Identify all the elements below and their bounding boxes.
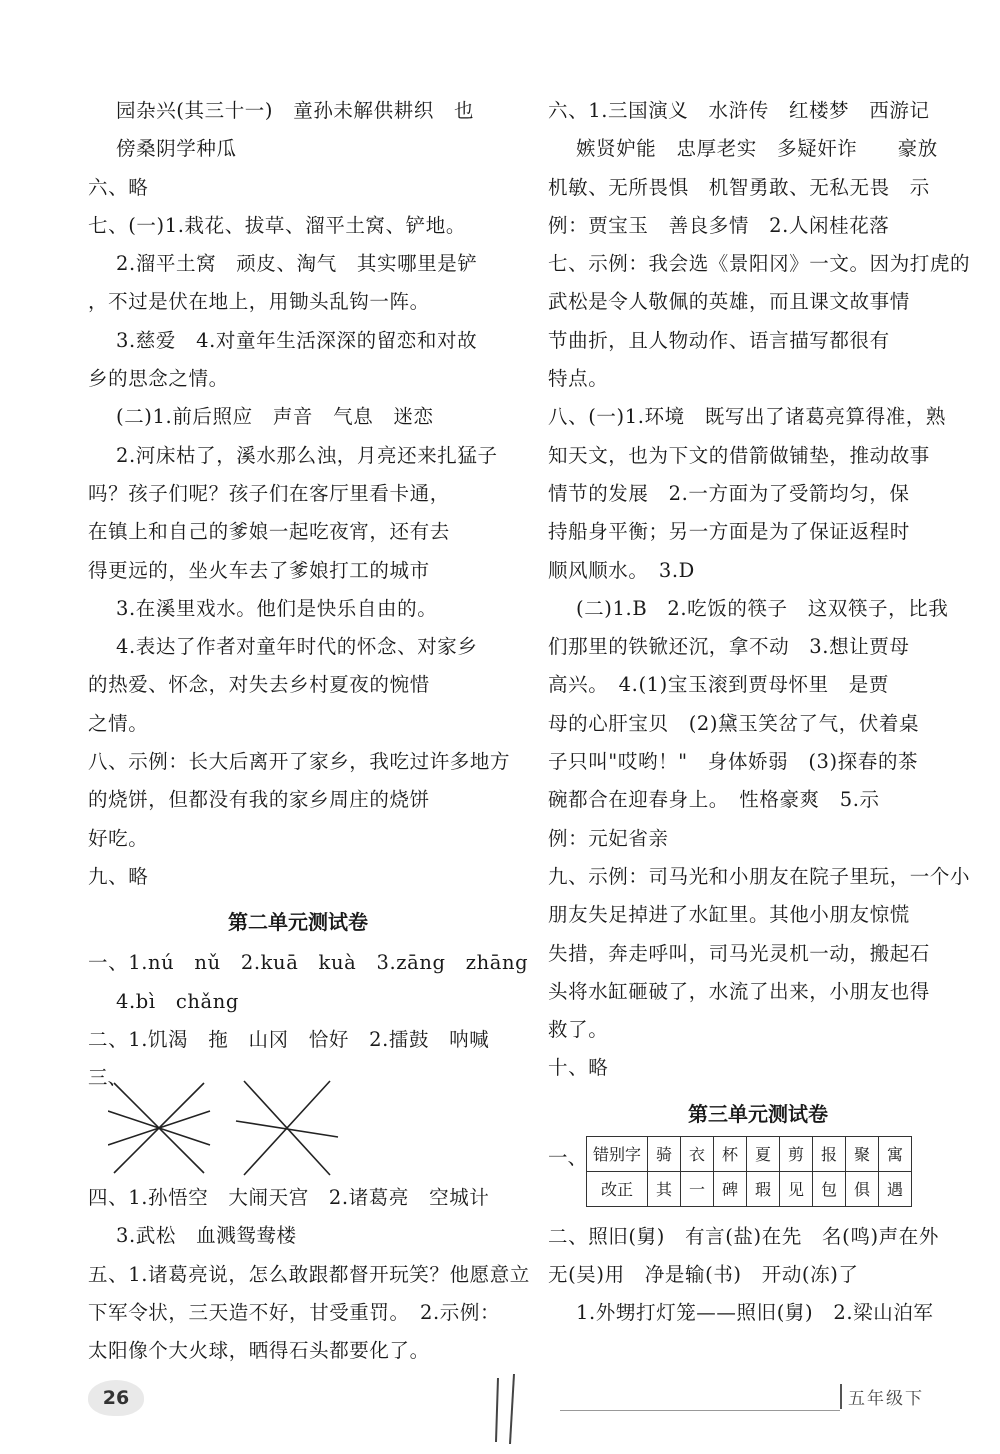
table-cell: 夏 (747, 1136, 780, 1171)
table-cell: 俱 (846, 1171, 879, 1206)
table-cell: 寓 (879, 1136, 912, 1171)
answer-line: 头将水缸砸破了，水流了出来，小朋友也得 (548, 979, 930, 1003)
answer-line: 五、1.诸葛亮说，怎么敢跟都督开玩笑？他愿意立 (88, 1262, 530, 1286)
answer-line: 高兴。 4.(1)宝玉滚到贾母怀里 是贾 (548, 673, 889, 697)
page-number: 26 (88, 1380, 144, 1416)
answer-line: 好吃。 (88, 826, 149, 850)
answer-line: 傍桑阴学种瓜 (116, 137, 237, 161)
answer-line: 4.bì chǎng (116, 989, 239, 1013)
table-cell: 衣 (681, 1136, 714, 1171)
answer-line: 碗都合在迎春身上。 性格豪爽 5.示 (548, 788, 880, 812)
answer-line: 二、照旧(舅) 有言(盐)在先 名(鸣)声在外 (548, 1224, 939, 1248)
answer-line: 的热爱、怀念，对失去乡村夏夜的惋惜 (88, 673, 430, 697)
table-cell: 瑕 (747, 1171, 780, 1206)
answer-line: 无(吴)用 净是输(书) 开动(冻)了 (548, 1263, 859, 1287)
table-cell: 改正 (587, 1171, 648, 1206)
table-cell: 剪 (780, 1136, 813, 1171)
right-column (548, 92, 971, 1333)
answer-line: 顺风顺水。 3.D (548, 558, 695, 582)
table-cell: 报 (813, 1136, 846, 1171)
table-row (587, 1171, 912, 1206)
table-cell: 碑 (714, 1171, 747, 1206)
correction-table (586, 1136, 912, 1207)
table-cell: 其 (648, 1171, 681, 1206)
answer-line: 救了。 (548, 1018, 609, 1042)
matching-lines-figure (88, 1059, 508, 1179)
answer-line: 2.溜平土窝 顽皮、淘气 其实哪里是铲 (116, 252, 478, 276)
unit-title: 第三单元测试卷 (688, 1101, 828, 1126)
table-cell: 见 (780, 1171, 813, 1206)
answer-line: 1.外甥打灯笼——照旧(舅) 2.梁山泊军 (576, 1301, 934, 1325)
answer-line: 2.河床枯了，溪水那么浊，月亮还来扎猛子 (116, 443, 498, 467)
answer-line: 下军令状，三天造不好，甘受重罚。 2.示例： (88, 1301, 501, 1325)
answer-line: 情节的发展 2.一方面为了受箭均匀，保 (548, 481, 910, 505)
answer-line: 母的心肝宝贝 (2)黛玉笑岔了气，伏着桌 (548, 711, 920, 735)
answer-line: 3.慈爱 4.对童年生活深深的留恋和对故 (116, 328, 478, 352)
answer-line: 一、1.nú nǔ 2.kuā kuà 3.zāng zhāng (88, 951, 529, 975)
answer-line: 七、(一)1.栽花、拔草、溜平土窝、铲地。 (88, 213, 466, 237)
crossing-lines (108, 1077, 348, 1177)
answer-line: 节曲折，且人物动作、语言描写都很有 (548, 328, 890, 352)
table-cell: 遇 (879, 1171, 912, 1206)
answer-line: 们那里的铁锨还沉，拿不动 3.想让贾母 (548, 635, 910, 659)
answer-line: 四、1.孙悟空 大闹天宫 2.诸葛亮 空城计 (88, 1186, 490, 1210)
table-cell: 杯 (714, 1136, 747, 1171)
answer-line: 二、1.饥渴 拖 山冈 恰好 2.擂鼓 呐喊 (88, 1027, 490, 1051)
answer-line: 之情。 (88, 711, 149, 735)
table-cell: 错别字 (587, 1136, 648, 1171)
answer-line: 嫉贤妒能 忠厚老实 多疑奸诈 豪放 (576, 137, 938, 161)
answer-line: 例：贾宝玉 善良多情 2.人闲桂花落 (548, 213, 890, 237)
table-row (587, 1136, 912, 1171)
answer-line: 朋友失足掉进了水缸里。其他小朋友惊慌 (548, 903, 910, 927)
answer-line: 七、示例：我会选《景阳冈》一文。因为打虎的 (548, 252, 971, 276)
answer-line: 在镇上和自己的爹娘一起吃夜宵，还有去 (88, 520, 450, 544)
answer-line: 特点。 (548, 367, 609, 391)
answer-line: 持船身平衡；另一方面是为了保证返程时 (548, 520, 910, 544)
answer-line: 子只叫"哎哟！" 身体娇弱 (3)探春的茶 (548, 750, 919, 774)
table-cell: 一 (681, 1171, 714, 1206)
question-label: 三、 (88, 1066, 128, 1090)
answer-line: 机敏、无所畏惧 机智勇敢、无私无畏 示 (548, 175, 930, 199)
answer-line: 武松是令人敬佩的英雄，而且课文故事情 (548, 290, 910, 314)
answer-line: 失措，奔走呼叫，司马光灵机一动，搬起石 (548, 941, 930, 965)
correction-table-block (548, 1136, 968, 1218)
answer-line: 九、示例：司马光和小朋友在院子里玩，一个小 (548, 864, 971, 888)
answer-line: 十、略 (548, 1056, 609, 1080)
answer-line: 3.在溪里戏水。他们是快乐自由的。 (116, 596, 438, 620)
table-cell: 骑 (648, 1136, 681, 1171)
answer-line: 的烧饼，但都没有我的家乡周庄的烧饼 (88, 788, 430, 812)
answer-line: 园杂兴(其三十一) 童孙未解供耕织 也 (116, 99, 475, 122)
answer-line: 八、示例：长大后离开了家乡，我吃过许多地方 (88, 750, 511, 774)
answer-line: (二)1.前后照应 声音 气息 迷恋 (116, 405, 434, 429)
answer-line: 得更远的，坐火车去了爹娘打工的城市 (88, 558, 430, 582)
answer-line: 例：元妃省亲 (548, 826, 669, 850)
table-cell: 聚 (846, 1136, 879, 1171)
footer-rule (560, 1410, 840, 1411)
answer-line: 六、1.三国演义 水浒传 红楼梦 西游记 (548, 99, 930, 122)
answer-line: 九、略 (88, 864, 149, 888)
answer-line: 4.表达了作者对童年时代的怀念、对家乡 (116, 635, 478, 659)
answer-line: 八、(一)1.环境 既写出了诸葛亮算得准，熟 (548, 405, 947, 429)
left-column (88, 92, 530, 1371)
answer-line: (二)1.B 2.吃饭的筷子 这双筷子，比我 (576, 596, 949, 620)
answer-line: 吗？孩子们呢？孩子们在客厅里看卡通， (88, 481, 450, 505)
answer-line: 乡的思念之情。 (88, 367, 229, 391)
footer-grade-label: 五年级下 (840, 1384, 924, 1409)
answer-line: 六、略 (88, 175, 149, 199)
answer-line: 3.武松 血溅鸳鸯楼 (116, 1224, 297, 1248)
table-cell: 包 (813, 1171, 846, 1206)
question-label: 一、 (548, 1145, 588, 1169)
answer-line: 太阳像个大火球，晒得石头都要化了。 (88, 1339, 430, 1363)
unit-title: 第二单元测试卷 (228, 910, 368, 935)
answer-line: 知天文，也为下文的借箭做铺垫，推动故事 (548, 443, 930, 467)
answer-line: ，不过是伏在地上，用锄头乱钩一阵。 (88, 290, 430, 314)
handwritten-mark (488, 1370, 528, 1454)
